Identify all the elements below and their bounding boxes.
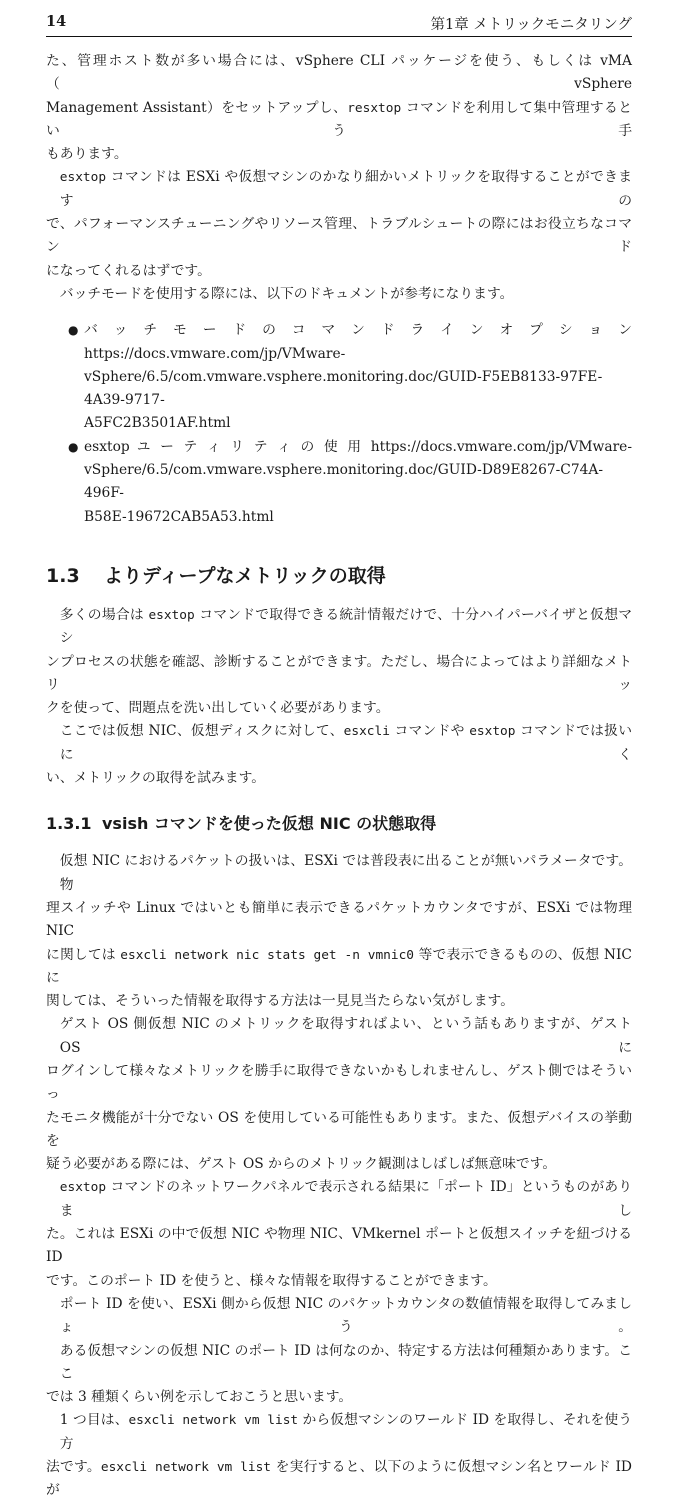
text-run: ある仮想マシンの仮想 NIC のポート ID は何なのか、特定する方法は何種類かあります。ここ [59, 1342, 632, 1382]
text-line [46, 1176, 632, 1223]
list-item [46, 319, 632, 435]
text-line [46, 283, 632, 306]
text-run: コマンドのネットワークパネルで表示される結果に「ポート ID」というものがありまし [59, 1179, 632, 1219]
inline-code: esxcli network vm list [100, 1460, 271, 1476]
text-run: になってくれるはずです。 [46, 262, 211, 279]
text-line [46, 143, 632, 166]
text-run: 1 つ目は、 [59, 1412, 129, 1429]
text-run: コマンドは ESXi や仮想マシンのかなり細かいメトリックを取得することができますの [59, 169, 632, 209]
page-number: 14 [46, 13, 67, 30]
text-line [46, 1293, 632, 1340]
text-line [46, 1107, 632, 1154]
text-run: コマンドや [389, 723, 470, 740]
inline-code: resxtop [347, 100, 402, 116]
inline-code: esxcli [343, 724, 390, 740]
bullet-icon: ● [68, 323, 79, 338]
text-line [46, 1013, 632, 1060]
inline-code: esxtop [59, 1180, 107, 1196]
paragraph [46, 850, 632, 1013]
text-line [46, 1340, 632, 1387]
heading-title: よりディープなメトリックの取得 [104, 564, 386, 587]
text-run: ゲスト OS 側仮想 NIC のメトリックを取得すればよい、という話もありますが、ゲスト OS に [59, 1016, 632, 1056]
text-line [46, 1270, 632, 1293]
inline-code: esxcli network nic stats get -n vmnic0 [120, 947, 414, 963]
text-line [84, 319, 632, 366]
text-line [84, 366, 632, 413]
running-header [46, 10, 632, 37]
text-run: 理スイッチや Linux ではいとも簡単に表示できるパケットカウンタですが、ESXi では物理 NIC [46, 899, 632, 940]
text-run: ログインして様々なメトリックを勝手に取得できないかもしれませんし、ゲスト側ではそういっ [46, 1062, 632, 1103]
heading-title: vsish コマンドを使った仮想 NIC の状態取得 [102, 814, 437, 834]
page-body [46, 50, 632, 1503]
text-run: もあります。 [46, 146, 128, 163]
chapter-title: 第1章 メトリックモニタリング [430, 17, 632, 33]
text-run: を実行すると、以下のように仮想マシン名とワールド ID が [46, 1459, 632, 1499]
text-line [46, 166, 632, 213]
text-line [84, 412, 632, 435]
text-run: バ ッ チ モ ー ド の コ マ ン ド ラ イ ン オ プ シ ョ ン https://docs.vmware.com/jp/VMware- [84, 322, 632, 362]
text-run: B58E-19672CAB5A53.html [84, 508, 274, 525]
text-run: 法です。 [46, 1459, 101, 1476]
text-run: vSphere/6.5/com.vmware.vsphere.monitoring.doc/GUID-F5EB8133-97FE-4A39-9717- [84, 368, 603, 409]
text-line [46, 260, 632, 283]
inline-code: esxcli network vm list [128, 1413, 299, 1429]
text-run: から仮想マシンのワールド ID を取得し、それを使う方 [59, 1412, 633, 1452]
text-line [84, 436, 632, 459]
paragraph [46, 1176, 632, 1292]
paragraph [46, 1340, 632, 1410]
text-line [46, 767, 632, 790]
text-run: では 3 種類くらい例を示しておこうと思います。 [46, 1389, 353, 1406]
text-run: ポート ID を使い、ESXi 側から仮想 NIC のパケットカウンタの数値情報を取得してみましょう。 [59, 1295, 632, 1336]
text-line [46, 1456, 632, 1503]
bullet-icon: ● [68, 439, 79, 454]
text-run: コマンドでは扱いにく [59, 723, 632, 763]
text-line [84, 459, 632, 506]
paragraph [46, 50, 632, 166]
section-heading [46, 561, 632, 591]
paragraph [46, 604, 632, 720]
text-run: vSphere/6.5/com.vmware.vsphere.monitoring.doc/GUID-D89E8267-C74A-496F- [84, 462, 604, 502]
text-line [46, 944, 632, 991]
text-run: で、パフォーマンスチューニングやリソース管理、トラブルシュートの際にはお役立ちなコマンド [46, 216, 632, 256]
text-line [46, 1060, 632, 1107]
text-run: Management Assistant）をセットアップし、 [46, 99, 348, 116]
text-line [46, 50, 632, 97]
text-run: バッチモードを使用する際には、以下のドキュメントが参考になります。 [59, 285, 514, 302]
text-run: ンプロセスの状態を確認、診断することができます。ただし、場合によってはより詳細なメトリッ [46, 653, 632, 693]
paragraph [46, 1293, 632, 1340]
inline-code: esxtop [59, 170, 107, 186]
text-run: 等で表示できるものの、仮想 NIC に [46, 946, 632, 986]
text-line [46, 1386, 632, 1409]
text-line [46, 720, 632, 767]
paragraph [46, 166, 632, 282]
text-run: に関しては [46, 946, 121, 963]
text-line [46, 697, 632, 720]
subsection-heading [46, 811, 632, 837]
text-line [46, 1223, 632, 1270]
text-run: 関しては、そういった情報を取得する方法は一見見当たらない気がします。 [46, 993, 514, 1010]
text-run: クを使って、問題点を洗い出していく必要があります。 [46, 700, 390, 717]
text-run: た。これは ESXi の中で仮想 NIC や物理 NIC、VMkernel ポートと仮想スイッチを紐づける ID [46, 1226, 632, 1266]
text-line [84, 506, 632, 529]
list-item [46, 436, 632, 529]
paragraph [46, 283, 632, 306]
text-run: た、管理ホスト数が多い場合には、vSphere CLI パッケージを使う、もしくは vMA（vSphere [46, 53, 632, 93]
text-run: ここでは仮想 NIC、仮想ディスクに対して、 [59, 723, 344, 740]
text-run: 疑う必要がある際には、ゲスト OS からのメトリック観測はしばしば無意味です。 [46, 1156, 557, 1173]
text-line [46, 651, 632, 698]
paragraph [46, 1013, 632, 1176]
text-line [46, 897, 632, 944]
text-line [46, 850, 632, 897]
reference-list [46, 319, 632, 529]
heading-number: 1.3 [46, 564, 80, 587]
paragraph [46, 720, 632, 790]
text-run: 仮想 NIC におけるパケットの扱いは、ESXi では普段表に出ることが無いパラメータです。物 [59, 853, 632, 893]
text-line [46, 1409, 632, 1456]
text-run: い、メトリックの取得を試みます。 [46, 770, 266, 787]
text-line [46, 213, 632, 260]
inline-code: esxtop [148, 607, 195, 623]
text-run: コマンドを利用して集中管理するという手 [46, 99, 632, 139]
text-run: コマンドで取得できる統計情報だけで、十分ハイパーバイザと仮想マシ [59, 606, 632, 647]
text-line [46, 1153, 632, 1176]
text-run: です。このポート ID を使うと、様々な情報を取得することができます。 [46, 1272, 497, 1289]
text-line [46, 990, 632, 1013]
text-line [46, 97, 632, 144]
text-run: A5FC2B3501AF.html [84, 415, 231, 432]
text-line [46, 604, 632, 651]
text-run: 多くの場合は [59, 606, 149, 623]
heading-number: 1.3.1 [46, 814, 92, 834]
paragraph [46, 1409, 632, 1502]
text-run: たモニタ機能が十分でない OS を使用している可能性もあります。また、仮想デバイスの挙動を [46, 1109, 632, 1149]
text-run: esxtop ユ ー テ ィ リ テ ィ の 使 用 https://docs.vmware.com/jp/VMware- [84, 438, 632, 455]
inline-code: esxtop [469, 724, 516, 740]
